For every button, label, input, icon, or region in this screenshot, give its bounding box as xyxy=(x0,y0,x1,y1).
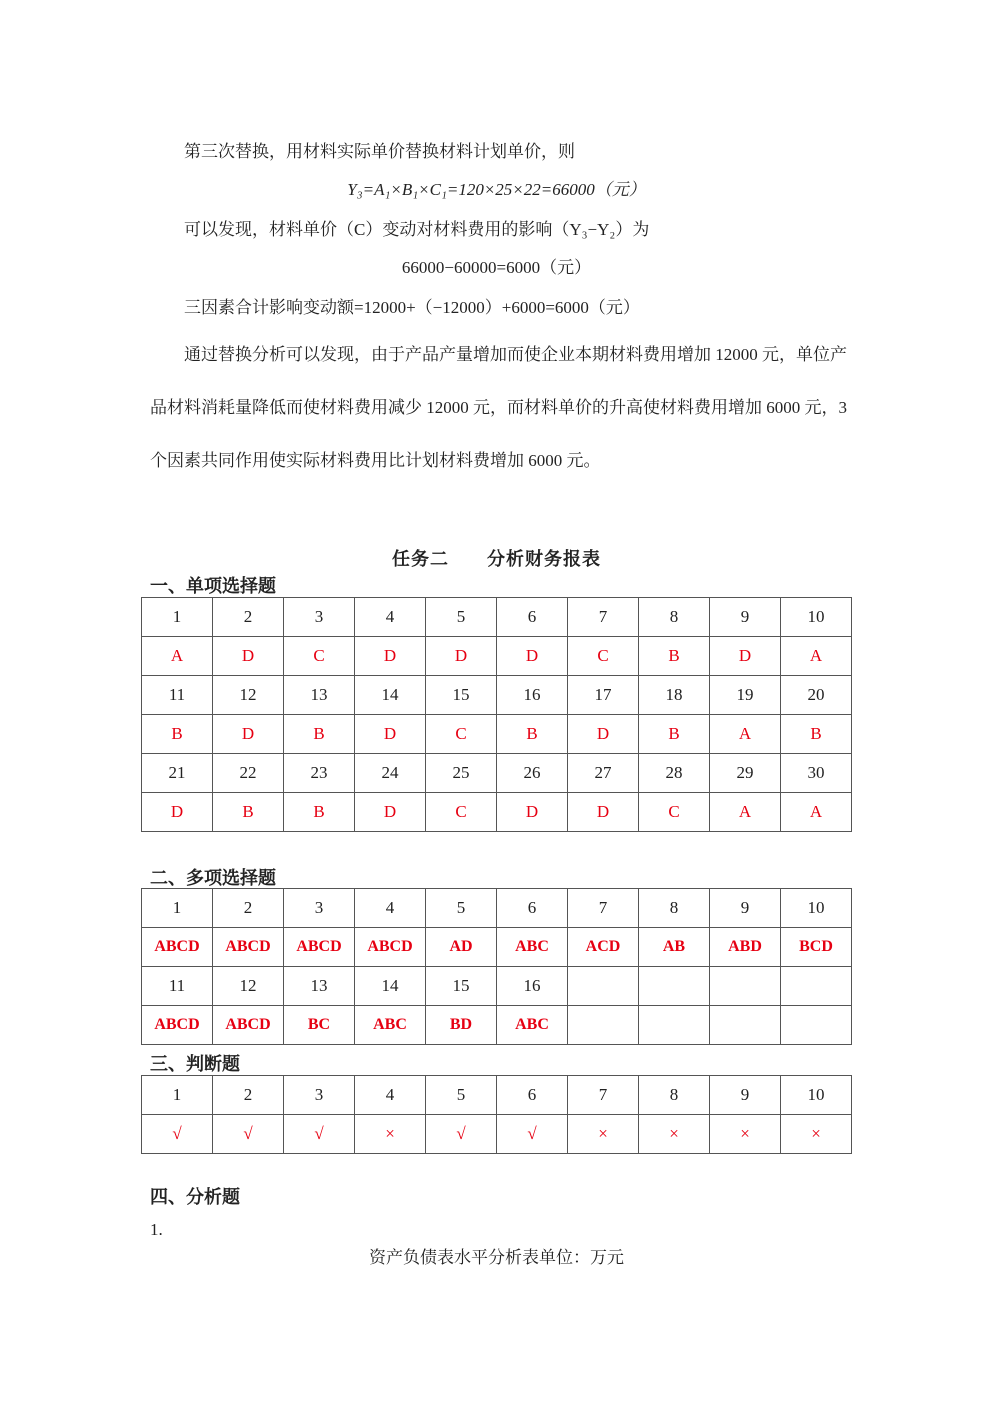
single-choice-table xyxy=(141,597,852,832)
question-number-cell: 4 xyxy=(355,1076,426,1115)
answer-cell: BC xyxy=(284,1006,355,1045)
answer-cell: × xyxy=(639,1115,710,1154)
answer-cell: D xyxy=(568,715,639,754)
question-number-cell: 7 xyxy=(568,889,639,928)
question-number-cell: 1 xyxy=(142,598,213,637)
answer-cell: ABCD xyxy=(213,928,284,967)
answer-cell: B xyxy=(213,793,284,832)
question-number-cell: 13 xyxy=(284,967,355,1006)
answer-row xyxy=(142,793,852,832)
question-number-cell: 9 xyxy=(710,889,781,928)
answer-cell: D xyxy=(355,637,426,676)
answer-cell: × xyxy=(710,1115,781,1154)
question-number-cell: 26 xyxy=(497,754,568,793)
question-number-cell: 27 xyxy=(568,754,639,793)
question-number-cell: 15 xyxy=(426,967,497,1006)
multi-choice-table xyxy=(141,888,852,1045)
answer-cell: D xyxy=(497,637,568,676)
answer-cell: D xyxy=(568,793,639,832)
answer-cell: B xyxy=(284,715,355,754)
question-number-cell: 28 xyxy=(639,754,710,793)
question-number-cell: 3 xyxy=(284,889,355,928)
question-number-cell xyxy=(639,967,710,1006)
answer-cell: C xyxy=(568,637,639,676)
question-number-cell: 4 xyxy=(355,889,426,928)
task-title: 任务二 分析财务报表 xyxy=(392,549,601,569)
answer-cell: ABCD xyxy=(213,1006,284,1045)
question-number-cell: 12 xyxy=(213,676,284,715)
question-number-cell: 8 xyxy=(639,598,710,637)
question-number-cell: 12 xyxy=(213,967,284,1006)
question-number-cell: 7 xyxy=(568,1076,639,1115)
answer-cell xyxy=(568,1006,639,1045)
question-number-cell: 9 xyxy=(710,1076,781,1115)
question-number-cell: 24 xyxy=(355,754,426,793)
answer-row xyxy=(142,637,852,676)
question-number-cell: 6 xyxy=(497,1076,568,1115)
answer-cell: ABC xyxy=(497,1006,568,1045)
answer-cell: ABCD xyxy=(284,928,355,967)
question-number-cell: 2 xyxy=(213,1076,284,1115)
question-number-cell: 25 xyxy=(426,754,497,793)
answer-cell: D xyxy=(142,793,213,832)
answer-cell: D xyxy=(213,637,284,676)
intro-line-2: 可以发现，材料单价（C）变动对材料费用的影响（Y₃−Y₂）为 xyxy=(184,220,650,239)
question-number-cell: 17 xyxy=(568,676,639,715)
intro-line-3: 三因素合计影响变动额=12000+（−12000）+6000=6000（元） xyxy=(184,298,640,317)
question-number-cell: 1 xyxy=(142,1076,213,1115)
answer-cell: C xyxy=(426,715,497,754)
answer-cell: C xyxy=(426,793,497,832)
question-number-cell: 30 xyxy=(781,754,852,793)
question-number-row xyxy=(142,754,852,793)
answer-cell: ABCD xyxy=(355,928,426,967)
question-number-cell: 20 xyxy=(781,676,852,715)
question-number-cell: 2 xyxy=(213,889,284,928)
answer-cell: B xyxy=(781,715,852,754)
question-number-cell: 21 xyxy=(142,754,213,793)
question-number-cell: 23 xyxy=(284,754,355,793)
true-false-table xyxy=(141,1075,852,1154)
question-number-cell: 10 xyxy=(781,889,852,928)
answer-cell: B xyxy=(639,637,710,676)
answer-cell: × xyxy=(781,1115,852,1154)
answer-row xyxy=(142,1006,852,1045)
question-number-cell: 3 xyxy=(284,1076,355,1115)
question-number-row xyxy=(142,1076,852,1115)
answer-cell: B xyxy=(497,715,568,754)
section-true-false-title: 三、判断题 xyxy=(150,1054,240,1074)
answer-cell: A xyxy=(781,637,852,676)
answer-cell: ACD xyxy=(568,928,639,967)
answer-cell: C xyxy=(284,637,355,676)
question-number-cell: 3 xyxy=(284,598,355,637)
answer-cell: AB xyxy=(639,928,710,967)
answer-cell: D xyxy=(213,715,284,754)
question-number-cell: 14 xyxy=(355,676,426,715)
question-number-cell: 8 xyxy=(639,1076,710,1115)
section-single-choice-title: 一、单项选择题 xyxy=(150,576,276,596)
answer-cell: ABC xyxy=(355,1006,426,1045)
answer-cell: A xyxy=(710,793,781,832)
section-multi-choice-title: 二、多项选择题 xyxy=(150,868,276,888)
answer-cell: ABCD xyxy=(142,928,213,967)
intro-line-1: 第三次替换，用材料实际单价替换材料计划单价，则 xyxy=(184,142,575,161)
answer-cell: ABD xyxy=(710,928,781,967)
analysis-item-number: 1. xyxy=(150,1220,163,1239)
summary-paragraph: 通过替换分析可以发现，由于产品产量增加而使企业本期材料费用增加 12000 元，单位产品材料消耗量降低而使材料费用减少 12000 元，而材料单价的升高使材料费用增加 6000 元，3 个因素共同作用使实际材料费用比计划材料费增加 6000 元。 xyxy=(150,345,847,470)
question-number-cell: 13 xyxy=(284,676,355,715)
question-number-cell: 19 xyxy=(710,676,781,715)
question-number-cell: 6 xyxy=(497,598,568,637)
answer-cell: A xyxy=(781,793,852,832)
question-number-cell: 9 xyxy=(710,598,781,637)
question-number-cell xyxy=(710,967,781,1006)
question-number-cell: 5 xyxy=(426,1076,497,1115)
question-number-cell: 29 xyxy=(710,754,781,793)
question-number-cell: 5 xyxy=(426,889,497,928)
question-number-row xyxy=(142,676,852,715)
answer-cell xyxy=(710,1006,781,1045)
answer-cell: C xyxy=(639,793,710,832)
question-number-cell: 11 xyxy=(142,967,213,1006)
answer-cell: D xyxy=(710,637,781,676)
question-number-cell: 1 xyxy=(142,889,213,928)
analysis-table-caption: 资产负债表水平分析表单位：万元 xyxy=(369,1248,624,1267)
answer-cell: √ xyxy=(497,1115,568,1154)
question-number-cell: 7 xyxy=(568,598,639,637)
answer-cell: D xyxy=(355,715,426,754)
question-number-cell: 10 xyxy=(781,598,852,637)
question-number-row xyxy=(142,598,852,637)
answer-cell: D xyxy=(497,793,568,832)
answer-cell: × xyxy=(355,1115,426,1154)
answer-cell: ABCD xyxy=(142,1006,213,1045)
question-number-row xyxy=(142,889,852,928)
answer-cell: B xyxy=(142,715,213,754)
answer-cell: × xyxy=(568,1115,639,1154)
question-number-cell xyxy=(781,967,852,1006)
answer-row xyxy=(142,715,852,754)
answer-cell xyxy=(781,1006,852,1045)
question-number-cell: 14 xyxy=(355,967,426,1006)
answer-cell: A xyxy=(710,715,781,754)
answer-cell xyxy=(639,1006,710,1045)
answer-row xyxy=(142,1115,852,1154)
question-number-row xyxy=(142,967,852,1006)
answer-cell: B xyxy=(284,793,355,832)
question-number-cell: 11 xyxy=(142,676,213,715)
question-number-cell: 10 xyxy=(781,1076,852,1115)
answer-cell: BCD xyxy=(781,928,852,967)
question-number-cell: 15 xyxy=(426,676,497,715)
question-number-cell: 2 xyxy=(213,598,284,637)
question-number-cell: 5 xyxy=(426,598,497,637)
question-number-cell xyxy=(568,967,639,1006)
question-number-cell: 6 xyxy=(497,889,568,928)
section-analysis-title: 四、分析题 xyxy=(150,1187,240,1207)
answer-cell: √ xyxy=(284,1115,355,1154)
answer-cell: √ xyxy=(426,1115,497,1154)
answer-cell: ABC xyxy=(497,928,568,967)
answer-cell: √ xyxy=(213,1115,284,1154)
question-number-cell: 16 xyxy=(497,676,568,715)
formula-2: 66000−60000=6000（元） xyxy=(401,258,592,277)
answer-cell: D xyxy=(355,793,426,832)
answer-cell: D xyxy=(426,637,497,676)
answer-row xyxy=(142,928,852,967)
answer-cell: √ xyxy=(142,1115,213,1154)
answer-cell: B xyxy=(639,715,710,754)
answer-cell: AD xyxy=(426,928,497,967)
question-number-cell: 22 xyxy=(213,754,284,793)
question-number-cell: 8 xyxy=(639,889,710,928)
answer-cell: A xyxy=(142,637,213,676)
formula-1: Y₃=A₁×B₁×C₁=120×25×22=66000（元） xyxy=(347,180,646,199)
question-number-cell: 16 xyxy=(497,967,568,1006)
question-number-cell: 4 xyxy=(355,598,426,637)
question-number-cell: 18 xyxy=(639,676,710,715)
answer-cell: BD xyxy=(426,1006,497,1045)
